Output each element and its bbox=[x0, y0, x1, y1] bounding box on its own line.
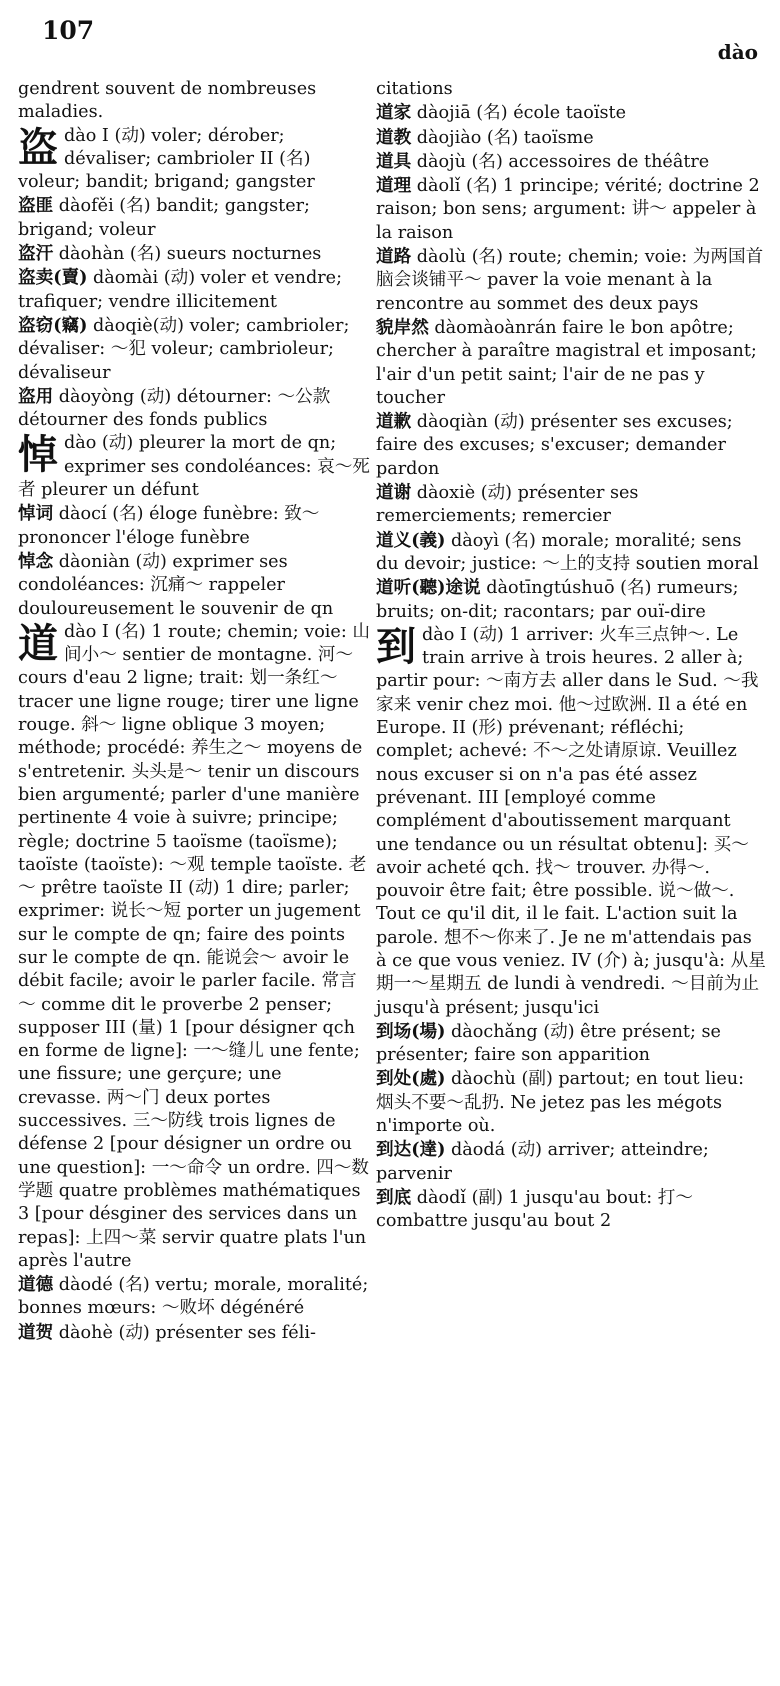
entry-headword: 盗匪 bbox=[18, 195, 54, 217]
dictionary-entry bbox=[18, 266, 370, 314]
entry-headword: 道路 bbox=[376, 246, 412, 268]
dictionary-entry bbox=[376, 410, 766, 481]
entry-definition: dàoqiàn (动) présenter ses excuses; faire des excuses; s'excuser; demander pardon bbox=[376, 412, 733, 479]
entry-definition: dàodǐ (副) 1 jusqu'au bout: 打～ combattre jusqu'au bout 2 bbox=[376, 1187, 693, 1232]
entry-definition: dàoxiè (动) présenter ses remerciements; remercier bbox=[376, 483, 639, 527]
dictionary-entry bbox=[376, 624, 766, 1020]
entry-headword: 到 bbox=[376, 622, 416, 670]
dictionary-entry bbox=[18, 385, 370, 433]
entry-headword: 道教 bbox=[376, 126, 412, 148]
entry-definition: dàochǎng (动) être présent; se présenter; faire son apparition bbox=[376, 1021, 721, 1066]
entry-headword: 到达(達) bbox=[376, 1139, 446, 1161]
dictionary-entry bbox=[18, 1273, 370, 1321]
entry-definition: dàolǐ (名) 1 principe; vérité; doctrine 2 raison; bon sens; argument: 讲～ appeler à la raison bbox=[376, 176, 760, 243]
page-number: 107 bbox=[42, 16, 95, 45]
entry-definition: citations bbox=[376, 79, 453, 99]
dictionary-entry bbox=[376, 245, 766, 316]
entry-headword: 道谢 bbox=[376, 482, 412, 504]
running-head: dào bbox=[717, 40, 758, 64]
dictionary-entry bbox=[18, 432, 370, 502]
entry-definition: gendrent souvent de nombreuses maladies. bbox=[18, 79, 317, 123]
entry-definition: dàomài (动) voler et vendre; trafiquer; vendre illicitement bbox=[18, 268, 343, 312]
dictionary-entry bbox=[18, 621, 370, 1273]
entry-headword: 貌岸然 bbox=[376, 316, 429, 338]
entry-headword: 盗汗 bbox=[18, 243, 54, 265]
entry-headword: 道家 bbox=[376, 102, 412, 124]
entry-definition: dàofěi (名) bandit; gangster; brigand; voleur bbox=[18, 196, 310, 240]
dictionary-entry bbox=[18, 78, 370, 125]
entry-definition: dàodá (动) arriver; atteindre; parvenir bbox=[376, 1140, 709, 1184]
entry-definition: dàocí (名) éloge funèbre: 致～ prononcer l'éloge funèbre bbox=[18, 504, 320, 548]
dictionary-entry bbox=[376, 481, 766, 529]
entry-definition: dàoniàn (动) exprimer ses condoléances: 沉痛～ rappeler douloureusement le souvenir de qn bbox=[18, 551, 334, 619]
entry-headword: 悼念 bbox=[18, 550, 54, 572]
entry-headword: 道听(聽)途说 bbox=[376, 577, 481, 599]
dictionary-entry bbox=[376, 78, 766, 101]
entry-definition: dàojiào (名) taoïsme bbox=[416, 127, 594, 148]
entry-headword: 道 bbox=[18, 619, 58, 667]
entry-headword: 道贺 bbox=[18, 1321, 54, 1343]
dictionary-entry bbox=[376, 529, 766, 577]
entry-definition: dào (动) pleurer la mort de qn; exprimer ses condoléances: 哀～死者 pleurer un défunt bbox=[18, 433, 370, 501]
dictionary-entry bbox=[376, 101, 766, 125]
entry-definition: dàoqiè(动) voler; cambrioler; dévaliser: ～犯 voleur; cambrioleur; dévaliseur bbox=[18, 315, 350, 383]
entry-definition: dàodé (名) vertu; morale, moralité; bonnes mœurs: ～败坏 dégénéré bbox=[18, 1275, 369, 1319]
dictionary-entry bbox=[376, 174, 766, 245]
dictionary-entry bbox=[18, 314, 370, 385]
entry-headword: 到底 bbox=[376, 1186, 412, 1208]
entry-headword: 道歉 bbox=[376, 411, 412, 433]
entry-definition: dào I (名) 1 route; chemin; voie: 山间小～ sentier de montagne. 河～ cours d'eau 2 ligne; trait: 划一条红～ tracer une ligne rouge; tirer une ligne rouge. 斜～ ligne oblique 3 moyen; méthode; procédé: 养生之～ moyens de s'entretenir. 头头是～ tenir un discours bien argumenté; parler d'une manière pertinente 4 voie à suivre; principe; règle; doctrine 5 taoïsme (taoïsme); taoïste (taoïste): ～观 temple taoïste. 老～ prêtre taoïste II (动) 1 dire; parler; exprimer: 说长～短 porter un jugement sur le compte de qn; faire des points sur le compte de qn. 能说会～ avoir le débit facile; avoir le parler facile. 常言～ comme dit le proverbe 2 penser; supposer III (量) 1 [pour désigner qch en forme de ligne]: 一～缝儿 une fente; une fissure; une gerçure; une crevasse. 两～门 deux portes successives. 三～防线 trois lignes de défense 2 [pour désigner un ordre ou une question]: 一～命令 un ordre. 四～数学题 quatre problèmes mathématiques 3 [pour désginer des services dans un repas]: 上四～菜 servir quatre plats l'un après l'autre bbox=[18, 621, 370, 1271]
dictionary-entry bbox=[18, 125, 370, 195]
dictionary-entry bbox=[18, 194, 370, 242]
dictionary-entry bbox=[18, 242, 370, 266]
dictionary-entry bbox=[18, 1321, 370, 1345]
entry-headword: 到场(場) bbox=[376, 1020, 446, 1042]
entry-headword: 盗卖(賣) bbox=[18, 267, 88, 289]
entry-headword: 盗窃(竊) bbox=[18, 314, 88, 336]
entry-definition: dàomàoànrán faire le bon apôtre; chercher à paraître magistral et imposant; l'air d'un petit saint; l'air de ne pas y toucher bbox=[376, 317, 757, 408]
dictionary-entry bbox=[18, 502, 370, 550]
entry-definition: dào I (动) voler; dérober; dévaliser; cambrioler II (名) voleur; bandit; brigand; gangster bbox=[18, 125, 315, 193]
entry-headword: 到处(處) bbox=[376, 1068, 446, 1090]
entry-headword: 悼 bbox=[18, 431, 58, 479]
dictionary-entry bbox=[376, 316, 766, 410]
entry-definition: dàojiā (名) école taoïste bbox=[416, 103, 626, 124]
entry-definition: dàohàn (名) sueurs nocturnes bbox=[58, 244, 322, 265]
dictionary-entry bbox=[376, 1186, 766, 1234]
entry-headword: 道具 bbox=[376, 150, 412, 172]
entry-headword: 道德 bbox=[18, 1274, 54, 1296]
entry-headword: 道理 bbox=[376, 175, 412, 197]
dictionary-entry bbox=[376, 576, 766, 624]
entry-definition: dàolù (名) route; chemin; voie: 为两国首脑会谈铺平～ paver la voie menant à la rencontre au sommet des deux pays bbox=[376, 247, 764, 314]
entry-definition: dàojù (名) accessoires de théâtre bbox=[416, 151, 710, 172]
entry-definition: dàochù (副) partout; en tout lieu: 烟头不要～乱扔. Ne jetez pas les mégots n'importe où. bbox=[376, 1069, 745, 1137]
dictionary-entry bbox=[376, 1138, 766, 1186]
dictionary-entry bbox=[376, 126, 766, 150]
dictionary-entry bbox=[376, 1067, 766, 1138]
right-column bbox=[376, 78, 766, 1234]
entry-headword: 盗 bbox=[18, 123, 58, 171]
entry-headword: 道义(義) bbox=[376, 529, 446, 551]
entry-headword: 悼词 bbox=[18, 503, 54, 525]
entry-definition: dàohè (动) présenter ses féli- bbox=[58, 1322, 316, 1343]
entry-definition: dàoyì (名) morale; moralité; sens du devoir; justice: ～上的支持 soutien moral bbox=[376, 530, 759, 574]
dictionary-entry bbox=[18, 550, 370, 621]
left-column bbox=[18, 78, 370, 1345]
dictionary-entry bbox=[376, 1020, 766, 1068]
dictionary-entry bbox=[376, 150, 766, 174]
entry-headword: 盗用 bbox=[18, 385, 54, 407]
entry-definition: dàotīngtúshuō (名) rumeurs; bruits; on-dit; racontars; par ouï-dire bbox=[376, 578, 739, 622]
entry-definition: dàoyòng (动) détourner: ～公款 détourner des fonds publics bbox=[18, 386, 331, 431]
entry-definition: dào I (动) 1 arriver: 火车三点钟～. Le train arrive à trois heures. 2 aller à; partir pour: ～南方去 aller dans le Sud. ～我家来 venir chez moi. 他～过欧洲. Il a été en Europe. II (形) prévenant; réfléchi; complet; achevé: 不～之处请原谅. Veuillez nous excuser si on n'a pas été assez prévenant. III [employé comme complément d'aboutissement marquant une tendance ou un résultat obtenu]: 买～ avoir acheté qch. 找～ trouver. 办得～. pouvoir être fait; être possible. 说～做～. Tout ce qu'il dit, il le fait. L'action suit la parole. 想不～你来了. Je ne m'attendais pas à ce que vous veniez. IV (介) à; jusqu'à: 从星期一～星期五 de lundi à vendredi. ～目前为止 jusqu'à présent; jusqu'ici bbox=[376, 624, 766, 1018]
